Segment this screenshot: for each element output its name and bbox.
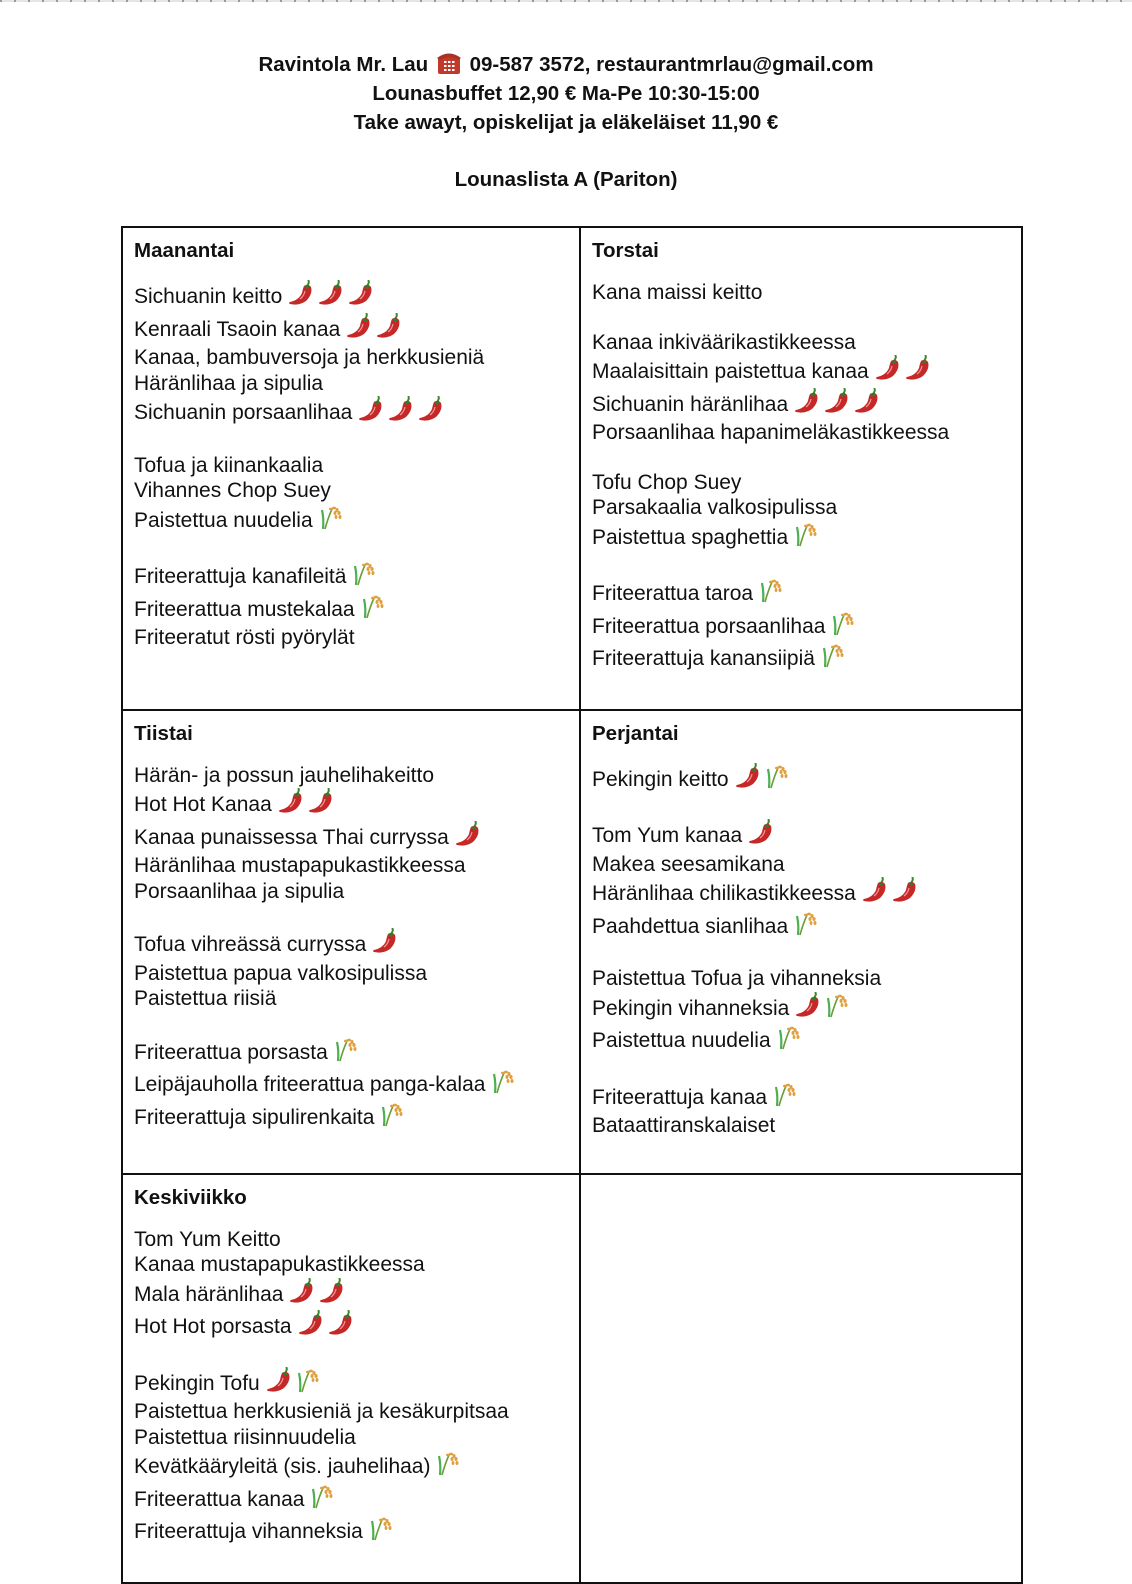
dish-markers [874, 355, 934, 388]
dish-markers [318, 504, 348, 537]
dish-item [592, 819, 1011, 852]
dish-group [134, 560, 569, 651]
dish-group [592, 1081, 1011, 1139]
day-heading: Perjantai [592, 721, 679, 745]
dish-item [134, 1483, 569, 1516]
dish-item [592, 852, 1011, 878]
dish-name: Häränlihaa ja sipulia [134, 371, 324, 395]
dish-markers [793, 910, 823, 943]
dish-name: Paistettua riisinnuudelia [134, 1425, 356, 1449]
chili-pepper-icon [287, 280, 313, 306]
dish-name: Friteerattuja kanafileitä [134, 565, 347, 588]
chili-pepper-icon [357, 396, 383, 422]
rice-sheaf-icon [772, 1081, 798, 1107]
weekly-menu-table [121, 226, 1023, 1584]
dish-item [134, 1515, 569, 1548]
chili-pepper-icon [375, 313, 401, 339]
dish-item [592, 330, 1011, 356]
dish-name: Friteerattua porsasta [134, 1040, 328, 1064]
dish-item [592, 388, 1011, 421]
dish-item [134, 1101, 569, 1134]
dish-name: Friteerattuja sipulirenkaita [134, 1105, 375, 1129]
chili-pepper-icon [417, 396, 443, 422]
chili-pepper-icon [823, 388, 849, 414]
dish-item [134, 1068, 569, 1101]
dish-name: Sichuanin keitto [134, 285, 283, 308]
dish-name: Makea seesamikana [592, 852, 785, 876]
dish-item [134, 1036, 569, 1069]
day-cell-monday [122, 227, 580, 710]
chili-pepper-icon [454, 821, 480, 847]
telephone-icon [436, 51, 462, 75]
rice-sheaf-icon [360, 593, 386, 619]
day-cell-empty [580, 1174, 1022, 1583]
chili-pepper-icon [904, 355, 930, 381]
dish-markers [297, 1310, 357, 1343]
dish-name: Tofua vihreässä curryssa [134, 933, 367, 956]
day-heading: Tiistai [134, 721, 193, 745]
dish-group [134, 763, 569, 905]
dish-name: Porsaanlihaa ja sipulia [134, 879, 345, 903]
dish-group [134, 1367, 569, 1548]
dish-item [592, 877, 1011, 910]
dish-item [134, 961, 569, 987]
dish-item [134, 1450, 569, 1483]
day-heading: Torstai [592, 239, 659, 262]
dish-markers [820, 642, 850, 675]
dish-item [134, 1367, 569, 1400]
chili-pepper-icon [345, 313, 371, 339]
dish-markers [277, 788, 337, 821]
dish-item [134, 1252, 569, 1278]
chili-pepper-icon [307, 788, 333, 814]
dish-name: Tom Yum Keitto [134, 1227, 281, 1251]
dish-markers [454, 821, 484, 854]
dish-item [134, 313, 569, 346]
dish-name: Häränlihaa mustapapukastikkeessa [134, 854, 466, 877]
contact-info: 09-587 3572, restaurantmrlau@gmail.com [469, 53, 874, 76]
dish-name: Parsakaalia valkosipulissa [592, 496, 838, 519]
dish-group [592, 470, 1011, 554]
dish-item [592, 577, 1011, 610]
dish-name: Häränlihaa chilikastikkeessa [592, 882, 856, 905]
rice-sheaf-icon [830, 610, 856, 636]
dish-item [592, 910, 1011, 943]
restaurant-name: Ravintola Mr. Lau [258, 53, 429, 76]
dish-item [134, 1227, 569, 1253]
chili-pepper-icon [794, 992, 820, 1018]
rice-sheaf-icon [776, 1024, 802, 1050]
dish-name: Kevätkääryleitä (sis. jauhelihaa) [134, 1455, 431, 1478]
dish-name: Pekingin Tofu [134, 1371, 260, 1395]
dish-markers [776, 1024, 806, 1057]
buffet-price: Lounasbuffet 12,90 € Ma-Pe 10:30-15:00 [372, 82, 760, 105]
dish-item [592, 610, 1011, 643]
rice-sheaf-icon [793, 521, 819, 547]
dish-item [134, 1278, 569, 1311]
dish-markers [861, 877, 921, 910]
dish-markers [758, 577, 788, 610]
dish-name: Paistettua spaghettia [592, 525, 789, 549]
day-cell-thursday [580, 227, 1022, 710]
dish-name: Sichuanin häränlihaa [592, 392, 789, 416]
dish-item [134, 763, 569, 789]
dish-item [592, 1113, 1011, 1139]
dish-name: Kanaa punaissessa Thai curryssa [134, 825, 449, 849]
chili-pepper-icon [874, 355, 900, 381]
chili-pepper-icon [317, 280, 343, 306]
dish-markers [830, 610, 860, 643]
day-cell-tuesday [122, 710, 580, 1174]
dish-item [592, 521, 1011, 554]
chili-pepper-icon [371, 928, 397, 954]
dish-item [134, 1425, 569, 1451]
dish-name: Bataattiranskalaiset [592, 1114, 776, 1137]
rice-sheaf-icon [309, 1483, 335, 1509]
dish-name: Paistettua nuudelia [592, 1029, 771, 1052]
day-cell-friday [580, 710, 1022, 1174]
rice-sheaf-icon [318, 504, 344, 530]
dish-item [592, 1024, 1011, 1057]
dish-name: Friteerattuja kanansiipiä [592, 647, 815, 670]
dish-group [134, 1227, 569, 1343]
rice-sheaf-icon [758, 577, 784, 603]
rice-sheaf-icon [435, 1450, 461, 1476]
dish-group [592, 280, 1011, 306]
dish-item [592, 470, 1011, 496]
chili-pepper-icon [747, 819, 773, 845]
dish-name: Hot Hot Kanaa [134, 793, 272, 816]
dish-item [134, 371, 569, 397]
dish-markers [772, 1081, 802, 1114]
dish-markers [794, 992, 854, 1025]
dish-markers [288, 1278, 348, 1311]
chili-pepper-icon [265, 1367, 291, 1393]
rice-sheaf-icon [333, 1036, 359, 1062]
dish-group [592, 966, 1011, 1057]
dish-group [134, 453, 569, 537]
dish-name: Friteerattuja vihanneksia [134, 1520, 363, 1543]
dish-name: Porsaanlihaa hapanimeläkastikkeessa [592, 421, 950, 444]
rice-sheaf-icon [793, 910, 819, 936]
dish-item [592, 280, 1011, 306]
dish-name: Friteerattua mustekalaa [134, 597, 355, 621]
dish-item [134, 593, 569, 626]
dish-markers [793, 388, 883, 421]
dish-name: Paistettua herkkusieniä ja kesäkurpitsaa [134, 1400, 509, 1423]
dish-markers [734, 763, 794, 796]
dish-item [592, 495, 1011, 521]
day-cell-wednesday [122, 1174, 580, 1583]
dish-group [134, 280, 569, 429]
dish-name: Kanaa mustapapukastikkeessa [134, 1253, 425, 1276]
dish-markers [265, 1367, 325, 1400]
dish-item [134, 1399, 569, 1425]
rice-sheaf-icon [824, 992, 850, 1018]
day-heading: Maanantai [134, 239, 235, 262]
dish-name: Leipäjauholla friteerattua panga-kalaa [134, 1073, 486, 1096]
rice-sheaf-icon [490, 1068, 516, 1094]
page-header [0, 50, 1132, 137]
discount-price: Take awayt, opiskelijat ja eläkeläiset 11,90 € [353, 111, 779, 134]
dish-name: Tofu Chop Suey [592, 470, 742, 494]
rice-sheaf-icon [368, 1515, 394, 1541]
dish-item [134, 821, 569, 854]
dish-markers [287, 280, 377, 313]
dish-item [592, 1081, 1011, 1114]
menu-title: Lounaslista A (Pariton) [454, 168, 678, 191]
dish-name: Friteeratut rösti pyörylät [134, 626, 355, 649]
dish-name: Kanaa inkiväärikastikkeessa [592, 330, 856, 354]
dish-item [592, 642, 1011, 675]
dish-group [592, 819, 1011, 942]
dish-group [592, 577, 1011, 675]
dish-group [134, 1036, 569, 1134]
dish-name: Friteerattuja kanaa [592, 1085, 768, 1109]
rice-sheaf-icon [295, 1367, 321, 1393]
chili-pepper-icon [734, 763, 760, 789]
dish-markers [351, 560, 381, 593]
rice-sheaf-icon [351, 560, 377, 586]
chili-pepper-icon [318, 1278, 344, 1304]
dish-name: Kana maissi keitto [592, 281, 763, 304]
rice-sheaf-icon [820, 642, 846, 668]
dish-name: Paistettua riisiä [134, 987, 277, 1010]
dish-item [134, 504, 569, 537]
dish-name: Pekingin vihanneksia [592, 996, 790, 1020]
top-dashed-border [0, 0, 1132, 2]
dish-name: Paistettua nuudelia [134, 508, 313, 532]
dish-name: Härän- ja possun jauhelihakeitto [134, 763, 435, 787]
dish-item [592, 355, 1011, 388]
chili-pepper-icon [861, 877, 887, 903]
dish-markers [793, 521, 823, 554]
dish-item [134, 928, 569, 961]
dish-item [134, 478, 569, 504]
chili-pepper-icon [277, 788, 303, 814]
dish-markers [747, 819, 777, 852]
chili-pepper-icon [297, 1310, 323, 1336]
dish-name: Kenraali Tsaoin kanaa [134, 317, 341, 341]
contact-line [0, 50, 1132, 79]
dish-markers [368, 1515, 398, 1548]
dish-name: Friteerattua porsaanlihaa [592, 614, 826, 638]
dish-item [592, 420, 1011, 446]
rice-sheaf-icon [764, 763, 790, 789]
dish-item [134, 280, 569, 313]
dish-markers [490, 1068, 520, 1101]
dish-item [592, 992, 1011, 1025]
dish-name: Hot Hot porsasta [134, 1315, 292, 1338]
chili-pepper-icon [327, 1310, 353, 1336]
chili-pepper-icon [853, 388, 879, 414]
dish-name: Paistettua papua valkosipulissa [134, 961, 428, 985]
rice-sheaf-icon [379, 1101, 405, 1127]
dish-name: Sichuanin porsaanlihaa [134, 401, 353, 424]
dish-name: Friteerattua kanaa [134, 1487, 305, 1511]
dish-group [592, 330, 1011, 446]
dish-item [134, 560, 569, 593]
dish-name: Paahdettua sianlihaa [592, 914, 789, 938]
dish-name: Vihannes Chop Suey [134, 479, 331, 502]
dish-item [134, 879, 569, 905]
dish-item [592, 966, 1011, 992]
dish-markers [379, 1101, 409, 1134]
dish-name: Kanaa, bambuversoja ja herkkusieniä [134, 346, 485, 369]
dish-markers [333, 1036, 363, 1069]
dish-markers [345, 313, 405, 346]
chili-pepper-icon [387, 396, 413, 422]
dish-item [134, 345, 569, 371]
chili-pepper-icon [288, 1278, 314, 1304]
dish-name: Paistettua Tofua ja vihanneksia [592, 967, 882, 990]
dish-markers [309, 1483, 339, 1516]
chili-pepper-icon [891, 877, 917, 903]
dish-name: Tofua ja kiinankaalia [134, 453, 324, 477]
dish-item [134, 853, 569, 879]
dish-name: Pekingin keitto [592, 767, 729, 791]
dish-markers [371, 928, 401, 961]
dish-name: Tom Yum kanaa [592, 824, 743, 847]
dish-markers [360, 593, 390, 626]
dish-group [134, 928, 569, 1012]
dish-item [134, 1310, 569, 1343]
chili-pepper-icon [793, 388, 819, 414]
dish-item [134, 788, 569, 821]
dish-name: Friteerattua taroa [592, 582, 754, 605]
dish-item [134, 453, 569, 479]
dish-name: Mala häränlihaa [134, 1282, 284, 1306]
dish-group [592, 763, 1011, 796]
dish-markers [357, 396, 447, 429]
dish-item [134, 986, 569, 1012]
day-heading: Keskiviikko [134, 1185, 247, 1209]
dish-item [134, 396, 569, 429]
dish-item [592, 763, 1011, 796]
chili-pepper-icon [347, 280, 373, 306]
dish-item [134, 625, 569, 651]
dish-name: Maalaisittain paistettua kanaa [592, 360, 869, 383]
dish-markers [435, 1450, 465, 1483]
